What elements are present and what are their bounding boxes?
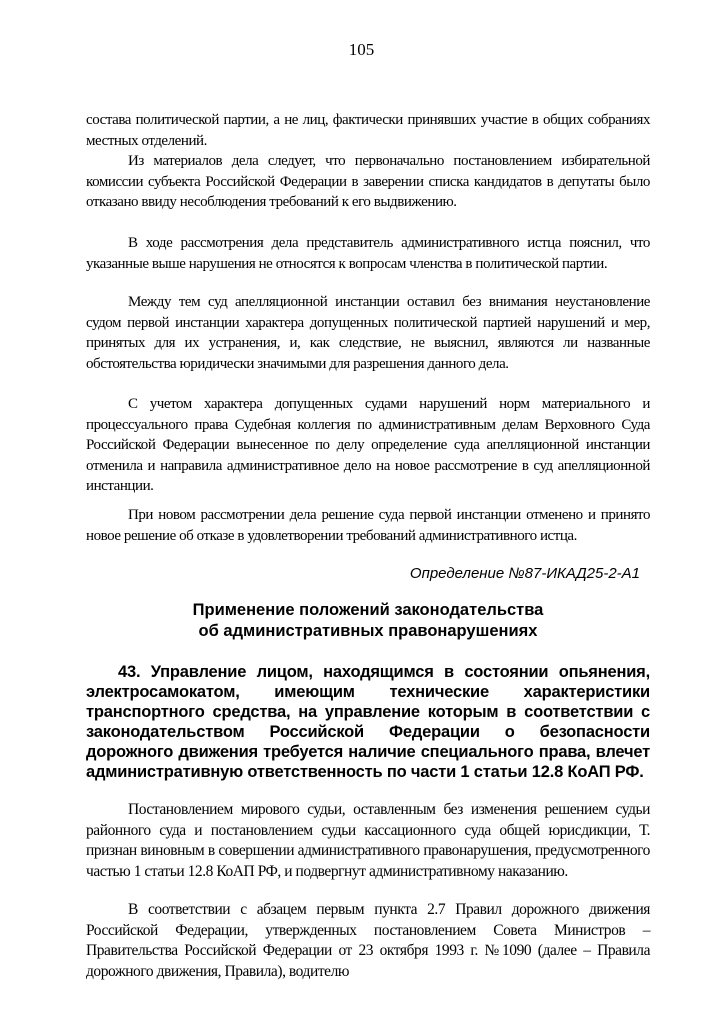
- paragraph-text: С учетом характера допущенных судами нарушений норм материального и процессуального права Судебная коллегия по административным делам Верховного Суда Российской Федерации вынесенное по делу определение суда апелляционной инстанции отменила и направила административное дело на новое рассмотрение в суд апелляционной инстанции.: [86, 396, 650, 494]
- paragraph-text: В соответствии с абзацем первым пункта 2.7 Правил дорожного движения Российской Федерации, утвержденных постановлением Совета Министров – Правительства Российской Федерации от 23 октября 1993 г. №1090 (далее – Правила дорожного движения, Правила), водителю: [86, 901, 650, 980]
- page-number: 105: [348, 40, 375, 59]
- paragraph: [86, 394, 650, 497]
- paragraph-continuation: [86, 110, 650, 151]
- paragraph: [86, 505, 650, 546]
- paragraph: [86, 151, 650, 213]
- paragraph-text: Между тем суд апелляционной инстанции оставил без внимания неустановление судом первой инстанции характера допущенных политической партией нарушений и мер, принятых для их устранения, и, как следствие, не выяснил, являются ли названные обстоятельства юридически значимыми для разрешения данного дела.: [86, 294, 650, 372]
- section-heading-line-2: об административных правонарушениях: [198, 622, 538, 640]
- paragraph: [86, 900, 650, 982]
- paragraph-text: При новом рассмотрении дела решение суда первой инстанции отменено и принято новое решение об отказе в удовлетворении требований административного истца.: [86, 507, 650, 544]
- case-citation: Определение №87-ИКАД25-2-А1: [409, 565, 640, 582]
- paragraph-text: состава политической партии, а не лиц, фактически принявших участие в общих собраниях местных отделений.: [86, 112, 650, 149]
- item-heading: [86, 662, 650, 782]
- section-heading: [86, 600, 650, 642]
- paragraph-text: Постановлением мирового судьи, оставленным без изменения решением судьи районного суда и постановлением судьи кассационного суда общей юрисдикции, Т. признан виновным в совершении административного правонарушения, предусмотренного частью 1 статьи 12.8 КоАП РФ, и подвергнут административному наказанию.: [86, 801, 650, 880]
- paragraph: [86, 233, 650, 274]
- paragraph-text: В ходе рассмотрения дела представитель административного истца пояснил, что указанные выше нарушения не относятся к вопросам членства в политической партии.: [86, 235, 650, 272]
- paragraph-text: Из материалов дела следует, что первоначально постановлением избирательной комиссии субъекта Российской Федерации в заверении списка кандидатов в депутаты было отказано ввиду несоблюдения требований к его выдвижению.: [86, 153, 650, 210]
- paragraph: [86, 800, 650, 882]
- paragraph: [86, 292, 650, 374]
- section-heading-line-1: Применение положений законодательства: [192, 601, 544, 619]
- item-heading-text: 43. Управление лицом, находящимся в состоянии опьянения, электросамокатом, имеющим технические характеристики транспортного средства, на управление которым в соответствии с законодательством Российской Федерации о безопасности дорожного движения требуется наличие специального права, влечет административную ответственность по части 1 статьи 12.8 КоАП РФ.: [86, 663, 650, 781]
